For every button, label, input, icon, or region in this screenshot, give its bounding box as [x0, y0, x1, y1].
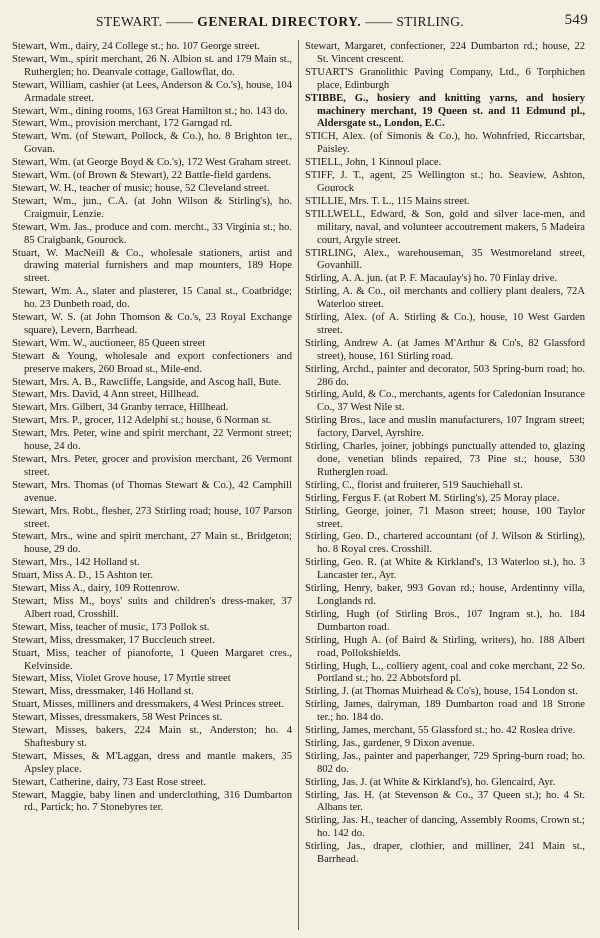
directory-entry: Stirling, Jas. H., teacher of dancing, Assembly Rooms, Crown st.; ho. 142 do. [305, 815, 585, 840]
directory-entry: Stewart, William, cashier (at Lees, Anderson & Co.'s), house, 104 Armadale street. [12, 79, 292, 104]
directory-entry: Stewart, Wm., spirit merchant, 26 N. Albion st. and 179 Main st., Rutherglen; ho. Deanvale cottage, Gallowflat, do. [12, 53, 292, 78]
page-number: 549 [564, 12, 588, 28]
directory-entry: Stirling, J. (at Thomas Muirhead & Co's), house, 154 London st. [305, 686, 578, 698]
directory-entry: Stirling, Jas., painter and paperhanger, 729 Spring-burn road; ho. 802 do. [305, 750, 585, 775]
header-right: STIRLING. [396, 14, 464, 29]
directory-entry: Stirling, A. A. jun. (at P. F. Macaulay's) ho. 70 Finlay drive. [305, 273, 558, 285]
directory-entry: STILLWELL, Edward, & Son, gold and silver lace-men, and military, naval, and volunteer accoutrement makers, 5 Madeira court, Argyle street. [305, 208, 585, 246]
directory-entry: Stuart, Miss, teacher of pianoforte, 1 Queen Margaret cres., Kelvinside. [12, 647, 292, 672]
directory-entry: Stewart, Mrs., 142 Holland st. [12, 557, 140, 569]
directory-entry: Stewart, Mrs., wine and spirit merchant, 27 Main st., Bridgeton; house, 29 do. [12, 531, 292, 556]
directory-entry: Stuart, Miss A. D., 15 Ashton ter. [12, 570, 153, 582]
directory-entry: Stirling Bros., lace and muslin manufacturers, 107 Ingram street; factory, Darvel, Ayrshire. [305, 415, 585, 440]
directory-entry: Stirling, Hugh A. (of Baird & Stirling, writers), ho. 188 Albert road, Pollokshields. [305, 634, 585, 659]
directory-entry: Stuart, Misses, milliners and dressmakers, 4 West Princes street. [12, 699, 284, 711]
directory-entry: Stewart, Maggie, baby linen and underclothing, 316 Dumbarton rd., Partick; ho. 7 Stonebyres ter. [12, 789, 292, 814]
directory-entry: Stirling, Alex. (of A. Stirling & Co.), house, 10 West Garden street. [305, 312, 585, 336]
directory-entry: Stewart, Wm., jun., C.A. (at John Wilson & Stirling's), ho. Craigmuir, Lenzie. [12, 195, 292, 220]
directory-entry: Stewart, Mrs. Gilbert, 34 Granby terrace, Hillhead. [12, 402, 229, 414]
header-title: STEWART. —— GENERAL DIRECTORY. —— STIRLING. [96, 14, 464, 29]
directory-entry: STICH, Alex. (of Simonis & Co.), ho. Wohnfried, Riccartsbar, Paisley. [305, 131, 585, 156]
directory-entry: Stirling, George, joiner, 71 Mason street; house, 100 Taylor street. [305, 505, 585, 530]
directory-entry: Stewart, Mrs. Peter, wine and spirit merchant, 22 Vermont street; house, 24 do. [12, 428, 292, 453]
directory-entry: Stewart, Wm. W., auctioneer, 85 Queen street [12, 337, 206, 349]
directory-entry: STUART'S Granolithic Paving Company, Ltd., 6 Torphichen place, Edinburgh [305, 66, 585, 91]
running-header [8, 10, 592, 32]
directory-entry: STILLIE, Mrs. T. L., 115 Mains street. [305, 195, 470, 207]
header-middle: GENERAL DIRECTORY. [197, 14, 362, 29]
right-column [305, 41, 585, 867]
directory-entry: Stewart, Mrs. Thomas (of Thomas Stewart & Co.), 42 Camphill avenue. [12, 479, 292, 504]
directory-entry: Stewart & Young, wholesale and export confectioners and preserve makers, 260 Broad st., Mile-end. [12, 350, 292, 375]
directory-entry: Stewart, W. S. (at John Thomson & Co.'s, 23 Royal Exchange square), Levern, Barrhead. [12, 312, 292, 336]
directory-entry: Stirling, Jas. H. (at Stevenson & Co., 37 Queen st.); ho. 4 St. Albans ter. [305, 789, 585, 814]
directory-entry: Stewart, Miss, teacher of music, 173 Pollok st. [12, 621, 210, 633]
directory-entry: Stewart, Miss M., boys' suits and children's dress-maker, 37 Albert road, Crosshill. [12, 595, 292, 620]
directory-entry: Stewart, Mrs. A. B., Rawcliffe, Langside, and Ascog hall, Bute. [12, 376, 282, 388]
directory-entry: Stewart, Miss, Violet Grove house, 17 Myrtle street [12, 673, 231, 685]
directory-entry: Stewart, Mrs. Robt., flesher, 273 Stirling road; house, 107 Parson street. [12, 505, 292, 530]
directory-entry: Stewart, Wm. (of Brown & Stewart), 22 Battle-field gardens. [12, 170, 272, 182]
directory-entry: Stewart, Wm., provision merchant, 172 Garngad rd. [12, 118, 233, 130]
directory-entry: STIFF, J. T., agent, 25 Wellington st.; ho. Seaview, Ashton, Gourock [305, 170, 585, 194]
directory-entry: Stewart, Misses, bakers, 224 Main st., Anderston; ho. 4 Shaftesbury st. [12, 725, 292, 749]
directory-entry: Stirling, A. & Co., oil merchants and colliery plant dealers, 72A Waterloo street. [305, 286, 585, 311]
directory-entry: Stewart, Margaret, confectioner, 224 Dumbarton rd.; house, 22 St. Vincent crescent. [305, 41, 585, 65]
directory-entry: Stirling, Hugh, L., colliery agent, coal and coke merchant, 22 So. Portland st.; ho. 22 Abbotsford pl. [305, 660, 585, 685]
directory-entry: Stewart, Wm. (of Stewart, Pollock, & Co.), ho. 8 Brighton ter., Govan. [12, 131, 292, 156]
directory-entry: Stirling, Jas., gardener, 9 Dixon avenue. [305, 737, 475, 749]
directory-entry: Stirling, Jas., draper, clothier, and milliner, 241 Main st., Barrhead. [305, 841, 585, 866]
directory-entry: Stirling, Charles, joiner, jobbings punctually attended to, glazing done, venetian blinds repaired, 73 Pine st.; house, 530 Rutherglen road. [305, 441, 585, 478]
directory-entry: Stirling, Fergus F. (at Robert M. Stirling's), 25 Moray place. [305, 492, 560, 504]
directory-entry: STIELL, John, 1 Kinnoul place. [305, 157, 442, 169]
directory-entry: Stirling, C., florist and fruiterer, 519 Sauchiehall st. [305, 479, 523, 491]
directory-entry: Stuart, W. MacNeill & Co., wholesale stationers, artist and drawing material furnishers and map mounters, 189 Hope street. [12, 247, 292, 285]
directory-entry: Stirling, Andrew A. (at James M'Arthur & Co's, 82 Glassford street), house, 161 Stirling road. [305, 337, 585, 362]
column-divider [298, 40, 299, 930]
directory-entry: Stewart, Wm., dining rooms, 163 Great Hamilton st.; ho. 143 do. [12, 105, 288, 117]
directory-entry: Stewart, Miss, dressmaker, 146 Holland st. [12, 686, 194, 698]
directory-entry: Stewart, Mrs. David, 4 Ann street, Hillhead. [12, 389, 199, 401]
directory-entry: Stewart, Mrs. Peter, grocer and provision merchant, 26 Vermont street. [12, 454, 292, 478]
header-left: STEWART. [96, 14, 163, 29]
directory-entry: Stewart, Wm. A., slater and plasterer, 15 Canal st., Coatbridge; ho. 23 Dunbeth road, do. [12, 286, 292, 311]
directory-entry: Stirling, James, dairyman, 189 Dumbarton road and 18 Strone ter.; ho. 184 do. [305, 699, 585, 724]
directory-entry: Stewart, Miss A., dairy, 109 Rottenrow. [12, 583, 180, 595]
directory-entry: Stewart, W. H., teacher of music; house, 52 Cleveland street. [12, 182, 270, 194]
directory-entry: Stirling, Geo. R. (at White & Kirkland's, 13 Waterloo st.), ho. 3 Lancaster ter., Ayr. [305, 557, 585, 582]
left-column [12, 41, 292, 815]
directory-entry: Stewart, Mrs. P., grocer, 112 Adelphi st.; house, 6 Norman st. [12, 415, 272, 427]
directory-entry: Stirling, Geo. D., chartered accountant (of J. Wilson & Stirling), ho. 8 Royal cres. Crosshill. [305, 531, 585, 556]
directory-entry: Stirling, Hugh (of Stirling Bros., 107 Ingram st.), ho. 184 Dumbarton road. [305, 608, 585, 633]
directory-entry: Stirling, Henry, baker, 993 Govan rd.; house, Ardentinny villa, Longlands rd. [305, 583, 585, 607]
directory-entry: Stirling, Auld, & Co., merchants, agents for Caledonian Insurance Co., 37 West Nile st. [305, 389, 585, 414]
directory-entry: STIBBE, G., hosiery and knitting yarns, and hosiery machinery merchant, 19 Queen st. and 11 Edmund pl., Aldersgate st., London, E.C. [305, 92, 585, 130]
directory-entry: STIRLING, Alex., warehouseman, 35 Westmoreland street, Govanhill. [305, 247, 585, 272]
directory-entry: Stewart, Miss, dressmaker, 17 Buccleuch street. [12, 634, 215, 646]
directory-entry: Stirling, James, merchant, 55 Glassford st.; ho. 42 Roslea drive. [305, 725, 576, 737]
directory-entry: Stirling, Archd., painter and decorator, 503 Spring-burn road; ho. 286 do. [305, 363, 585, 388]
directory-entry: Stewart, Misses, dressmakers, 58 West Princes st. [12, 712, 223, 724]
directory-entry: Stewart, Catherine, dairy, 73 East Rose street. [12, 776, 207, 788]
directory-entry: Stirling, Jas. J. (at White & Kirkland's), ho. Glencaird, Ayr. [305, 776, 556, 788]
directory-entry: Stewart, Wm. (at George Boyd & Co.'s), 172 West Graham street. [12, 157, 292, 169]
directory-entry: Stewart, Misses, & M'Laggan, dress and mantle makers, 35 Apsley place. [12, 750, 292, 775]
directory-entry: Stewart, Wm., dairy, 24 College st.; ho. 107 George street. [12, 41, 260, 52]
directory-entry: Stewart, Wm. Jas., produce and com. mercht., 33 Virginia st.; ho. 85 Craigbank, Gourock. [12, 221, 292, 246]
